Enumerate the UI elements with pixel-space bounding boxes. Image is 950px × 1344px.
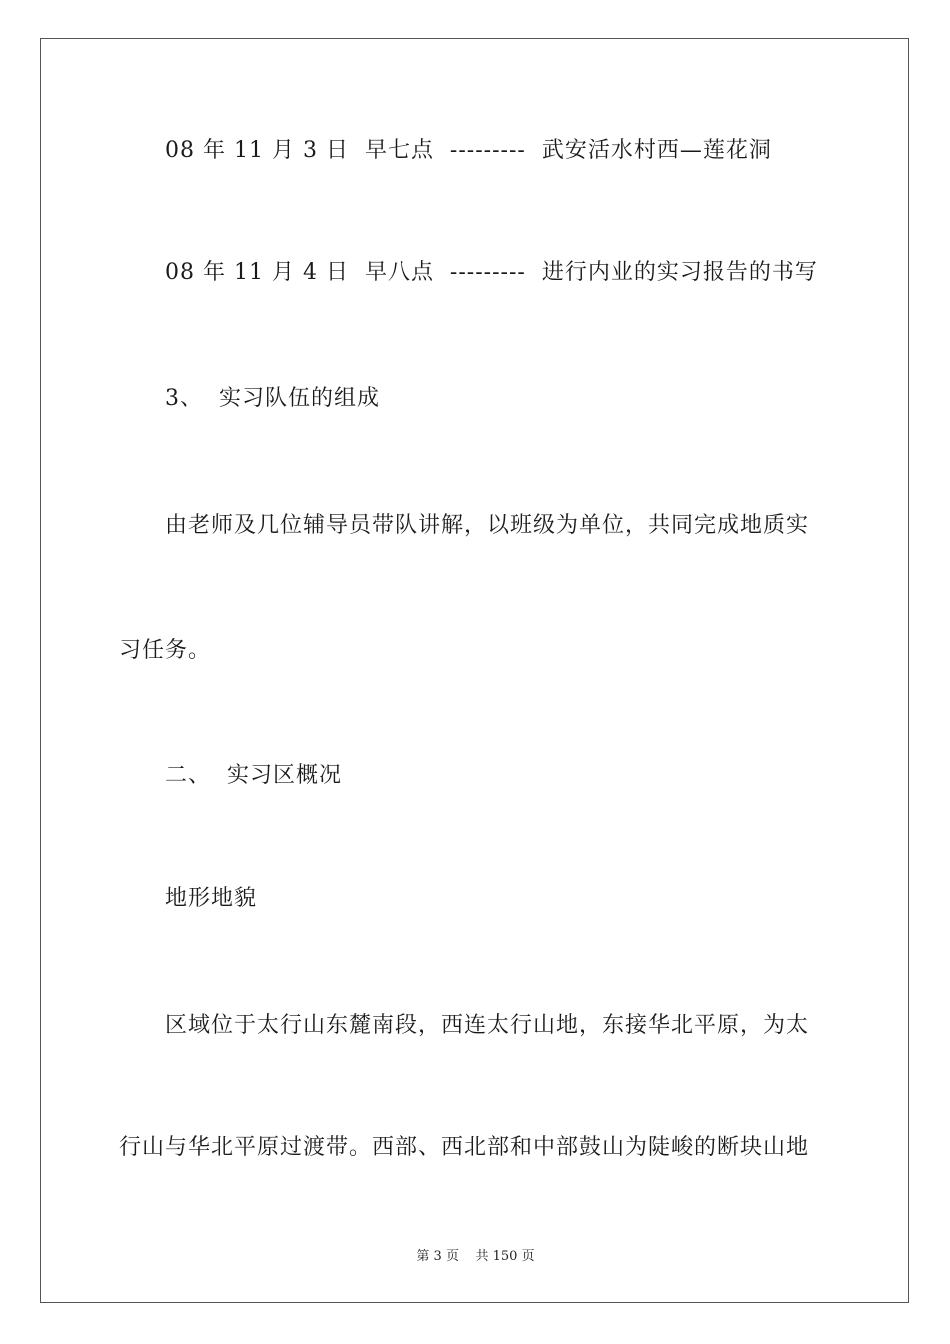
document-page — [40, 38, 909, 1303]
section-heading-team: 3、 实习队伍的组成 — [165, 386, 380, 411]
page-footer: 第 3 页 共 150 页 — [416, 1249, 535, 1264]
paragraph-terrain-line-1: 区域位于太行山东麓南段，西连太行山地，东接华北平原，为太 — [165, 1013, 810, 1038]
section-heading-overview: 二、 实习区概况 — [165, 763, 342, 788]
schedule-line-nov-4: 08 年 11 月 4 日 早八点 --------- 进行内业的实习报告的书写 — [165, 260, 818, 285]
subheading-terrain: 地形地貌 — [165, 886, 258, 911]
paragraph-terrain-line-2: 行山与华北平原过渡带。西部、西北部和中部鼓山为陡峻的断块山地 — [119, 1135, 810, 1160]
paragraph-team-line-1: 由老师及几位辅导员带队讲解，以班级为单位，共同完成地质实 — [165, 513, 810, 538]
paragraph-team-line-2: 习任务。 — [119, 638, 212, 663]
schedule-line-nov-3: 08 年 11 月 3 日 早七点 --------- 武安活水村西—莲花洞 — [165, 138, 772, 163]
